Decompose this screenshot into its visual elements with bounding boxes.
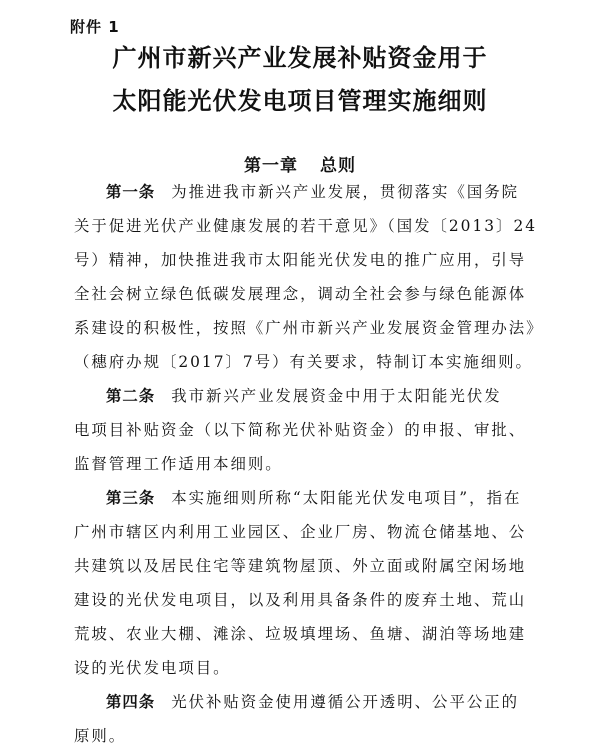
article-1: [74, 175, 544, 379]
article-text: 我市新兴产业发展资金中用于太阳能光伏发: [171, 387, 502, 405]
article-line: 共建筑以及居民住宅等建筑物屋顶、外立面或附属空闲场地: [74, 557, 527, 575]
article-line: 全社会树立绿色低碳发展理念，调动全社会参与绿色能源体: [74, 285, 527, 303]
article-line: 系建设的积极性，按照《广州市新兴产业发展资金管理办法》: [74, 319, 544, 337]
article-line: [74, 379, 536, 413]
article-label: 第二条: [106, 387, 156, 405]
document-body: [74, 175, 544, 753]
article-line: 原则。: [74, 727, 127, 745]
article-line: 电项目补贴资金（以下简称光伏补贴资金）的申报、审批、: [74, 421, 527, 439]
article-label: 第四条: [106, 693, 156, 711]
chapter-name: 总则: [320, 156, 356, 176]
article-line: 荒坡、农业大棚、滩涂、垃圾填埋场、鱼塘、湖泊等场地建: [74, 625, 527, 643]
article-line: 设的光伏发电项目。: [74, 659, 231, 677]
article-line: 号）精神，加快推进我市太阳能光伏发电的推广应用，引导: [74, 251, 527, 269]
article-line: 关于促进光伏产业健康发展的若干意见》（国发〔2013〕24: [74, 217, 538, 235]
article-text: 光伏补贴资金使用遵循公开透明、公平公正的: [171, 693, 520, 711]
article-line: [74, 685, 536, 719]
article-line: 建设的光伏发电项目，以及利用具备条件的废弃土地、荒山: [74, 591, 527, 609]
chapter-number: 第一章: [244, 156, 298, 176]
chapter-heading: [0, 151, 600, 176]
document-title-line-1: 广州市新兴产业发展补贴资金用于: [112, 44, 488, 72]
article-line: 监督管理工作适用本细则。: [74, 455, 283, 473]
article-label: 第三条: [106, 489, 156, 507]
article-4: [74, 685, 536, 753]
document-title-line-2: 太阳能光伏发电项目管理实施细则: [112, 87, 488, 115]
article-line: 广州市辖区内利用工业园区、企业厂房、物流仓储基地、公: [74, 523, 527, 541]
article-line: [74, 175, 536, 209]
article-2: [74, 379, 536, 481]
attachment-label: 附件 1: [70, 18, 120, 36]
article-text: 为推进我市新兴产业发展，贯彻落实《国务院: [171, 183, 520, 201]
article-label: 第一条: [106, 183, 156, 201]
article-3: [74, 481, 536, 685]
article-line: （穗府办规〔2017〕7号）有关要求，特制订本实施细则。: [74, 353, 533, 371]
article-line: [74, 481, 536, 515]
article-text: 本实施细则所称“太阳能光伏发电项目”，指在: [171, 489, 522, 507]
